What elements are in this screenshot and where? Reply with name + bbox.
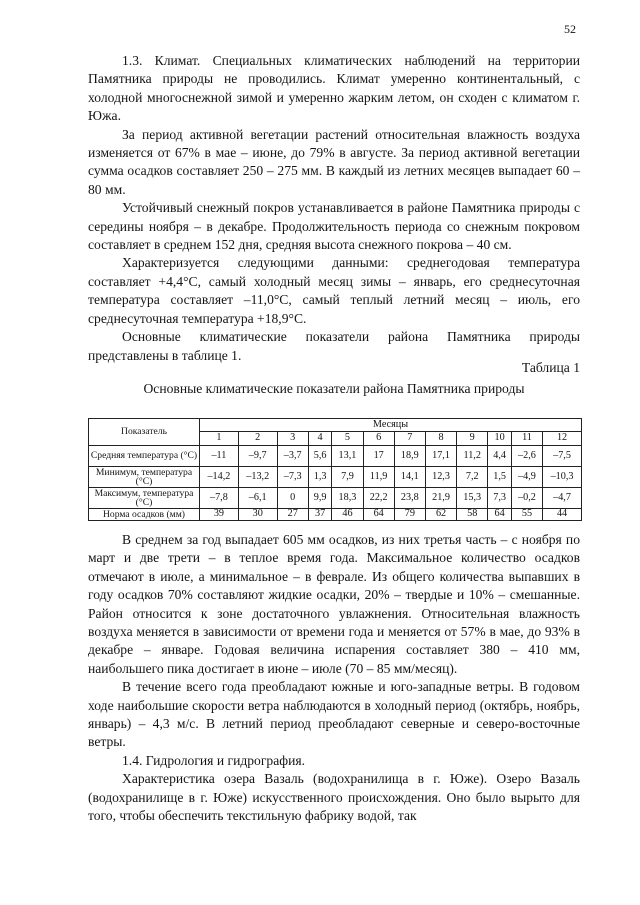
table-cell: 1,5	[488, 467, 512, 488]
table-title: Основные климатические показатели района Памятника природы	[143, 381, 525, 396]
table-cell: –10,3	[543, 467, 582, 488]
table-cell: –4,7	[543, 488, 582, 509]
after-table-section	[88, 531, 580, 826]
table-cell: –3,7	[277, 446, 308, 467]
table-cell: 7,3	[488, 488, 512, 509]
paragraph: В течение всего года преобладают южные и юго-западные ветры. В годовом ходе наибольшие скорости ветра наблюдаются в холодный период (октябрь, ноябрь, январь) – 4,3 м/с. В летний период преобладают северные и северо-восточные ветры.	[88, 679, 580, 750]
table-cell: 44	[543, 509, 582, 521]
table-cell: 64	[488, 509, 512, 521]
month-cell: 5	[332, 432, 363, 446]
page-number: 52	[564, 22, 576, 36]
month-cell: 8	[425, 432, 456, 446]
table-cell: –4,9	[511, 467, 542, 488]
header-months: Месяцы	[200, 419, 582, 432]
table-row	[89, 509, 582, 521]
table-row	[89, 488, 582, 509]
table-row	[89, 467, 582, 488]
paragraph: Основные климатические показатели района Памятника природы представлены в таблице 1.	[88, 329, 580, 363]
table-cell: 7,2	[457, 467, 488, 488]
table-cell: 46	[332, 509, 363, 521]
paragraph: 1.3. Климат. Специальных климатических наблюдений на территории Памятника природы не проводились. Климат умеренно континентальный, с холодной многоснежной зимой и умеренно жарким летом, он сходен с климатом г. Южа.	[88, 53, 580, 124]
table-cell: 30	[238, 509, 277, 521]
paragraph: Характеризуется следующими данными: среднегодовая температура составляет +4,4°С, самый холодный месяц зимы – январь, его среднесуточная температура составляет –11,0°С, самый теплый летний месяц – июль, его среднесуточная температура +18,9°С.	[88, 255, 580, 326]
table-cell: 23,8	[394, 488, 425, 509]
row-label: Максимум, температура (°С)	[89, 488, 200, 509]
paragraph: Устойчивый снежный покров устанавливается в районе Памятника природы с середины ноября – в декабре. Продолжительность периода со снежным покровом составляет в среднем 152 дня, средняя высота снежного покрова – 40 см.	[88, 200, 580, 253]
row-label: Норма осадков (мм)	[89, 509, 200, 521]
climate-section	[88, 52, 580, 365]
table-cell: 18,9	[394, 446, 425, 467]
month-cell: 12	[543, 432, 582, 446]
table-cell: 5,6	[308, 446, 332, 467]
month-cell: 10	[488, 432, 512, 446]
row-label: Средняя температура (°С)	[89, 446, 200, 467]
table-cell: 12,3	[425, 467, 456, 488]
table-cell: 58	[457, 509, 488, 521]
table-cell: –7,3	[277, 467, 308, 488]
table-cell: 21,9	[425, 488, 456, 509]
month-cell: 6	[363, 432, 394, 446]
table-cell: –9,7	[238, 446, 277, 467]
table-cell: 39	[200, 509, 239, 521]
table-cell: 37	[308, 509, 332, 521]
month-cell: 3	[277, 432, 308, 446]
table-cell: 27	[277, 509, 308, 521]
table-cell: 79	[394, 509, 425, 521]
table-cell: 9,9	[308, 488, 332, 509]
table-cell: 15,3	[457, 488, 488, 509]
table-cell: –0,2	[511, 488, 542, 509]
month-cell: 4	[308, 432, 332, 446]
table-cell: –2,6	[511, 446, 542, 467]
month-cell: 1	[200, 432, 239, 446]
row-label: Минимум, температура (°С)	[89, 467, 200, 488]
table-cell: 13,1	[332, 446, 363, 467]
paragraph: Характеристика озера Вазаль (водохранилища в г. Юже). Озеро Вазаль (водохранилище в г. Юже) искусственного происхождения. Оно было вырыто для того, чтобы обеспечить текстильную фабрику водой, так	[88, 771, 580, 824]
table-cell: 11,2	[457, 446, 488, 467]
table-cell: 64	[363, 509, 394, 521]
table-cell: 55	[511, 509, 542, 521]
month-cell: 2	[238, 432, 277, 446]
table-cell: –14,2	[200, 467, 239, 488]
table-cell: 11,9	[363, 467, 394, 488]
table-cell: 18,3	[332, 488, 363, 509]
table-cell: –13,2	[238, 467, 277, 488]
section-heading: 1.4. Гидрология и гидрография.	[122, 752, 305, 768]
table-cell: 4,4	[488, 446, 512, 467]
month-cell: 11	[511, 432, 542, 446]
paragraph: В среднем за год выпадает 605 мм осадков, из них третья часть – с ноября по март и две трети – в теплое время года. Максимальное количество осадков отмечают в июле, а минимальное – в феврале. Из общего количества выпавших в году осадков 70% составляют жидкие осадки, 20% – твердые и 10% – смешанные. Район относится к зоне достаточного увлажнения. Относительная влажность воздуха меняется в зависимости от времени года и меняется от 57% в мае, до 93% в декабре – январе. Годовая величина испарения составляет 380 – 410 мм, наибольшего пика достигает в июне – июле (70 – 85 мм/месяц).	[88, 532, 580, 676]
table-cell: 0	[277, 488, 308, 509]
table-cell: 1,3	[308, 467, 332, 488]
table-cell: –7,8	[200, 488, 239, 509]
table-cell: 14,1	[394, 467, 425, 488]
table-row	[89, 446, 582, 467]
paragraph: За период активной вегетации растений относительная влажность воздуха изменяется от 67% в мае – июне, до 79% в августе. За период активной вегетации сумма осадков составляет 250 – 275 мм. В каждый из летних месяцев выпадает 60 – 80 мм.	[88, 126, 580, 197]
table-cell: 7,9	[332, 467, 363, 488]
climate-table	[88, 418, 582, 521]
table-cell: 17	[363, 446, 394, 467]
table-cell: 17,1	[425, 446, 456, 467]
table-cell: –7,5	[543, 446, 582, 467]
table-caption: Таблица 1	[521, 360, 580, 375]
header-indicator: Показатель	[89, 419, 200, 446]
table-cell: 22,2	[363, 488, 394, 509]
month-cell: 9	[457, 432, 488, 446]
table-cell: –11	[200, 446, 239, 467]
month-cell: 7	[394, 432, 425, 446]
table-cell: –6,1	[238, 488, 277, 509]
table-cell: 62	[425, 509, 456, 521]
